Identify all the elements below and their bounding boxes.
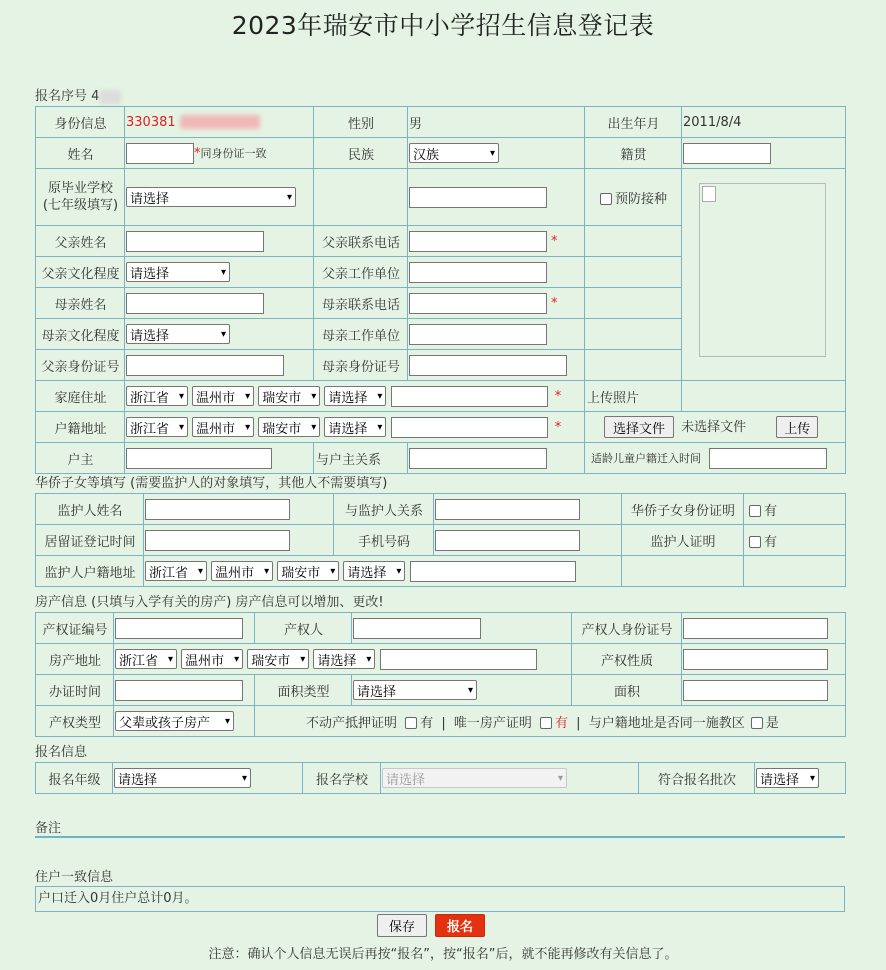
chevron-down-icon: ▾ xyxy=(300,653,306,665)
property-type-label: 产权类型 xyxy=(36,706,114,737)
father-id-cell xyxy=(125,350,314,381)
chevron-down-icon: ▾ xyxy=(311,421,317,433)
mother-phone-label: 母亲联系电话 xyxy=(314,288,408,319)
mother-phone-cell xyxy=(408,288,585,319)
mortgage-checkbox[interactable] xyxy=(405,717,417,729)
property-detail-input[interactable] xyxy=(380,649,537,670)
area-cell xyxy=(682,675,846,706)
home-town-select[interactable] xyxy=(324,386,386,406)
father-edu-cell xyxy=(125,257,314,288)
redacted-mask xyxy=(180,115,260,129)
guardian-name-input[interactable] xyxy=(145,499,290,520)
household-county-value: 瑞安市 xyxy=(262,421,302,437)
household-city-value: 温州市 xyxy=(196,421,236,437)
chevron-down-icon: ▾ xyxy=(489,147,495,159)
property-city-value: 温州市 xyxy=(185,653,225,669)
name-label: 姓名 xyxy=(36,138,125,169)
home-town-value: 请选择 xyxy=(328,390,368,406)
empty-cell xyxy=(744,556,846,587)
chevron-down-icon: ▾ xyxy=(220,266,226,278)
home-city-value: 温州市 xyxy=(196,390,236,406)
unique-checkbox[interactable] xyxy=(540,717,552,729)
reg-number xyxy=(35,85,121,104)
mother-edu-cell xyxy=(125,319,314,350)
unique-label: 唯一房产证明 xyxy=(453,715,532,731)
empty-cell xyxy=(585,350,682,381)
photo-preview xyxy=(699,183,826,357)
chevron-down-icon: ▾ xyxy=(245,421,251,433)
gender-label: 性别 xyxy=(314,107,408,138)
father-id-label: 父亲身份证号 xyxy=(36,350,125,381)
father-id-input[interactable] xyxy=(126,355,284,376)
enroll-section-label: 报名信息 xyxy=(35,745,88,760)
mother-edu-select-value: 请选择 xyxy=(130,328,170,344)
chevron-down-icon: ▾ xyxy=(377,421,383,433)
enroll-school-label: 报名学校 xyxy=(303,763,381,794)
chevron-down-icon: ▾ xyxy=(366,653,372,665)
same-zone-checkbox[interactable] xyxy=(751,717,763,729)
overseas-id-checkbox[interactable] xyxy=(749,505,761,517)
guardian-proof-checkbox[interactable] xyxy=(749,536,761,548)
grade-select[interactable] xyxy=(114,768,251,788)
page-title: 2023年瑞安市中小学招生信息登记表 xyxy=(231,11,655,40)
household-town-select[interactable] xyxy=(324,417,386,437)
chevron-down-icon: ▾ xyxy=(234,653,240,665)
required-mark: * xyxy=(551,295,558,311)
chevron-down-icon: ▾ xyxy=(286,191,292,203)
separator: | xyxy=(441,715,446,731)
native-place-cell xyxy=(682,138,846,169)
prev-school-select-value: 请选择 xyxy=(130,191,170,207)
owner-id-input[interactable] xyxy=(683,618,828,639)
relation-input[interactable] xyxy=(409,448,547,469)
father-phone-label: 父亲联系电话 xyxy=(314,226,408,257)
property-nature-input[interactable] xyxy=(683,649,828,670)
mobile-cell xyxy=(434,525,622,556)
home-county-value: 瑞安市 xyxy=(262,390,302,406)
overseas-section-label: 华侨子女等填写 (需要监护人的对象填写，其他人不需要填写) xyxy=(35,476,388,491)
native-place-label: 籍贯 xyxy=(585,138,682,169)
property-town-value: 请选择 xyxy=(317,653,357,669)
guardian-province-value: 浙江省 xyxy=(149,565,189,581)
empty-cell xyxy=(682,381,846,412)
area-label: 面积 xyxy=(572,675,682,706)
issue-time-input[interactable] xyxy=(115,680,243,701)
chevron-down-icon: ▾ xyxy=(264,565,270,577)
guardian-relation-input[interactable] xyxy=(435,499,580,520)
household-address-label: 户籍地址 xyxy=(36,412,125,443)
overseas-id-label: 华侨子女身份证明 xyxy=(622,494,744,525)
name-input[interactable] xyxy=(126,143,194,164)
chevron-down-icon: ▾ xyxy=(197,565,203,577)
grade-label: 报名年级 xyxy=(36,763,113,794)
household-city-select[interactable] xyxy=(192,417,254,437)
household-province-select[interactable] xyxy=(126,417,188,437)
chevron-down-icon: ▾ xyxy=(396,565,402,577)
property-proof-cell xyxy=(255,706,846,737)
upload-photo-label: 上传照片 xyxy=(585,381,682,412)
vaccine-checkbox[interactable] xyxy=(600,193,612,205)
no-file-text: 未选择文件 xyxy=(681,419,747,435)
same-zone-yes: 是 xyxy=(765,715,779,731)
prev-school-label xyxy=(36,169,125,226)
father-name-input[interactable] xyxy=(126,231,264,252)
mother-phone-input[interactable] xyxy=(409,293,547,314)
mother-work-label: 母亲工作单位 xyxy=(314,319,408,350)
household-province-value: 浙江省 xyxy=(130,421,170,437)
father-phone-cell xyxy=(408,226,585,257)
prev-school-label-1: 原毕业学校 xyxy=(47,181,113,196)
prev-school-cell xyxy=(125,169,314,226)
property-county-select[interactable] xyxy=(247,649,309,669)
residence-time-cell xyxy=(144,525,334,556)
property-address-label: 房产地址 xyxy=(36,644,114,675)
name-cell xyxy=(125,138,314,169)
cert-no-cell xyxy=(114,613,255,644)
guardian-county-value: 瑞安市 xyxy=(281,565,321,581)
transfer-time-label: 适龄儿童户籍迁入时间 xyxy=(591,451,701,465)
upload-button[interactable]: 上传 xyxy=(776,416,818,438)
residence-time-label: 居留证登记时间 xyxy=(36,525,144,556)
chevron-down-icon: ▾ xyxy=(245,390,251,402)
cert-no-label: 产权证编号 xyxy=(36,613,114,644)
chevron-down-icon: ▾ xyxy=(330,565,336,577)
area-type-value: 请选择 xyxy=(357,684,397,700)
owner-input[interactable] xyxy=(353,618,481,639)
gender-value: 男 xyxy=(408,107,585,138)
home-detail-input[interactable] xyxy=(391,386,548,407)
mother-edu-label: 母亲文化程度 xyxy=(36,319,125,350)
required-mark: * xyxy=(551,233,558,249)
ethnicity-label: 民族 xyxy=(314,138,408,169)
mother-id-cell xyxy=(408,350,585,381)
property-province-select[interactable] xyxy=(115,649,177,669)
issue-time-label: 办证时间 xyxy=(36,675,114,706)
home-city-select[interactable] xyxy=(192,386,254,406)
guardian-relation-cell xyxy=(434,494,622,525)
chevron-down-icon: ▾ xyxy=(220,328,226,340)
birth-value: 2011/8/4 xyxy=(682,107,846,138)
prev-school-label-2: (七年级填写) xyxy=(42,198,119,213)
separator: | xyxy=(576,715,581,731)
household-town-value: 请选择 xyxy=(328,421,368,437)
broken-image-icon xyxy=(702,186,716,202)
save-button[interactable]: 保存 xyxy=(377,914,427,937)
residence-section-label: 住户一致信息 xyxy=(35,870,114,885)
household-head-input[interactable] xyxy=(126,448,272,469)
home-province-value: 浙江省 xyxy=(130,390,170,406)
enroll-table xyxy=(35,762,846,794)
mother-name-cell xyxy=(125,288,314,319)
father-edu-select[interactable] xyxy=(126,262,230,282)
transfer-time-cell xyxy=(585,443,846,474)
remarks-label: 备注 xyxy=(35,821,62,836)
relation-label: 与户主关系 xyxy=(314,443,408,474)
empty-cell xyxy=(585,257,682,288)
property-county-value: 瑞安市 xyxy=(251,653,291,669)
property-province-value: 浙江省 xyxy=(119,653,159,669)
area-type-label: 面积类型 xyxy=(255,675,352,706)
enroll-school-value: 请选择 xyxy=(386,772,426,788)
guardian-city-value: 温州市 xyxy=(215,565,255,581)
overseas-table xyxy=(35,493,846,587)
guardian-name-label: 监护人姓名 xyxy=(36,494,144,525)
overseas-id-cell xyxy=(744,494,846,525)
household-county-select[interactable] xyxy=(258,417,320,437)
property-address-cell xyxy=(114,644,572,675)
cert-no-input[interactable] xyxy=(115,618,243,639)
extra-input-cell xyxy=(408,169,585,226)
mother-work-cell xyxy=(408,319,585,350)
guardian-proof-label: 监护人证明 xyxy=(622,525,744,556)
chevron-down-icon: ▾ xyxy=(167,653,173,665)
mortgage-label: 不动产抵押证明 xyxy=(306,715,398,731)
batch-cell xyxy=(755,763,846,794)
transfer-time-input[interactable] xyxy=(709,448,827,469)
relation-cell xyxy=(408,443,585,474)
chevron-down-icon: ▾ xyxy=(241,772,247,784)
guardian-city-select[interactable] xyxy=(211,561,273,581)
property-table xyxy=(35,612,846,737)
mobile-label: 手机号码 xyxy=(334,525,434,556)
area-input[interactable] xyxy=(683,680,828,701)
father-work-cell xyxy=(408,257,585,288)
property-nature-cell xyxy=(682,644,846,675)
batch-value: 请选择 xyxy=(760,772,800,788)
file-upload-cell xyxy=(585,412,846,443)
household-head-cell xyxy=(125,443,314,474)
unique-has: 有 xyxy=(555,715,569,731)
residence-time-input[interactable] xyxy=(145,530,290,551)
home-county-select[interactable] xyxy=(258,386,320,406)
mother-id-label: 母亲身份证号 xyxy=(314,350,408,381)
father-name-label: 父亲姓名 xyxy=(36,226,125,257)
empty-cell xyxy=(585,319,682,350)
native-place-input[interactable] xyxy=(683,143,771,164)
empty-cell xyxy=(622,556,744,587)
mother-name-label: 母亲姓名 xyxy=(36,288,125,319)
father-work-input[interactable] xyxy=(409,262,547,283)
guardian-name-cell xyxy=(144,494,334,525)
mobile-input[interactable] xyxy=(435,530,580,551)
father-name-cell xyxy=(125,226,314,257)
grade-value: 请选择 xyxy=(118,772,158,788)
chevron-down-icon: ▾ xyxy=(467,684,473,696)
enroll-school-cell xyxy=(381,763,639,794)
mother-name-input[interactable] xyxy=(126,293,264,314)
notice-text: 注意：确认个人信息无误后再按“报名”，按“报名”后，就不能再修改有关信息了。 xyxy=(208,947,678,962)
mother-edu-select[interactable] xyxy=(126,324,230,344)
id-value: 330381 xyxy=(126,114,176,130)
choose-file-button[interactable]: 选择文件 xyxy=(604,416,674,438)
prev-school-select[interactable] xyxy=(126,187,296,207)
guardian-detail-input[interactable] xyxy=(410,561,576,582)
name-note: 同身份证一致 xyxy=(200,146,267,160)
required-mark: * xyxy=(554,388,562,404)
home-address-label: 家庭住址 xyxy=(36,381,125,412)
property-type-value: 父辈或孩子房产 xyxy=(119,715,211,731)
remarks-divider xyxy=(35,836,845,838)
mother-id-input[interactable] xyxy=(409,355,567,376)
chevron-down-icon: ▾ xyxy=(224,715,230,727)
area-type-select[interactable] xyxy=(353,680,477,700)
reg-number-label: 报名序号 xyxy=(35,89,88,104)
owner-id-label: 产权人身份证号 xyxy=(572,613,682,644)
residence-info-box xyxy=(35,886,845,912)
submit-button[interactable]: 报名 xyxy=(435,914,485,937)
guardian-town-select[interactable] xyxy=(343,561,405,581)
enroll-school-select xyxy=(382,768,567,788)
chevron-down-icon: ▾ xyxy=(178,421,184,433)
ethnicity-select[interactable] xyxy=(409,143,499,163)
chevron-down-icon: ▾ xyxy=(178,390,184,402)
empty-cell xyxy=(585,226,682,257)
id-label: 身份信息 xyxy=(36,107,125,138)
mortgage-has: 有 xyxy=(420,715,434,731)
redacted-mask xyxy=(99,90,121,104)
property-city-select[interactable] xyxy=(181,649,243,669)
required-mark: * xyxy=(194,145,201,161)
residence-text: 户口迁入0月住户总计0月。 xyxy=(38,891,198,906)
property-nature-label: 产权性质 xyxy=(572,644,682,675)
guardian-proof-has: 有 xyxy=(764,534,778,550)
batch-label: 符合报名批次 xyxy=(639,763,755,794)
home-province-select[interactable] xyxy=(126,386,188,406)
owner-id-cell xyxy=(682,613,846,644)
vaccine-label: 预防接种 xyxy=(615,191,668,207)
empty-cell xyxy=(314,169,408,226)
reg-number-value: 4 xyxy=(91,89,100,104)
guardian-province-select[interactable] xyxy=(145,561,207,581)
chevron-down-icon: ▾ xyxy=(311,390,317,402)
property-type-select[interactable] xyxy=(115,711,234,731)
vaccine-cell xyxy=(585,169,682,226)
property-type-cell xyxy=(114,706,255,737)
father-work-label: 父亲工作单位 xyxy=(314,257,408,288)
guardian-county-select[interactable] xyxy=(277,561,339,581)
owner-label: 产权人 xyxy=(255,613,352,644)
household-head-label: 户主 xyxy=(36,443,125,474)
guardian-proof-cell xyxy=(744,525,846,556)
household-address-cell xyxy=(125,412,585,443)
grade-cell xyxy=(113,763,303,794)
property-town-select[interactable] xyxy=(313,649,375,669)
mother-work-input[interactable] xyxy=(409,324,547,345)
chevron-down-icon: ▾ xyxy=(377,390,383,402)
guardian-household-cell xyxy=(144,556,622,587)
father-phone-input[interactable] xyxy=(409,231,547,252)
area-type-cell xyxy=(352,675,572,706)
chevron-down-icon: ▾ xyxy=(557,772,563,784)
id-cell xyxy=(125,107,314,138)
owner-cell xyxy=(352,613,572,644)
extra-input[interactable] xyxy=(409,187,547,208)
guardian-household-label: 监护人户籍地址 xyxy=(36,556,144,587)
batch-select[interactable] xyxy=(756,768,819,788)
issue-time-cell xyxy=(114,675,255,706)
required-mark: * xyxy=(554,419,562,435)
chevron-down-icon: ▾ xyxy=(809,772,815,784)
ethnicity-select-value: 汉族 xyxy=(413,147,440,163)
household-detail-input[interactable] xyxy=(391,417,548,438)
same-zone-label: 与户籍地址是否同一施教区 xyxy=(588,715,745,731)
father-edu-label: 父亲文化程度 xyxy=(36,257,125,288)
father-edu-select-value: 请选择 xyxy=(130,266,170,282)
overseas-id-has: 有 xyxy=(764,503,778,519)
empty-cell xyxy=(585,288,682,319)
birth-label: 出生年月 xyxy=(585,107,682,138)
guardian-town-value: 请选择 xyxy=(347,565,387,581)
home-address-cell xyxy=(125,381,585,412)
property-section-label: 房产信息 (只填与入学有关的房产) 房产信息可以增加、更改! xyxy=(35,595,384,610)
guardian-relation-label: 与监护人关系 xyxy=(334,494,434,525)
ethnicity-cell xyxy=(408,138,585,169)
